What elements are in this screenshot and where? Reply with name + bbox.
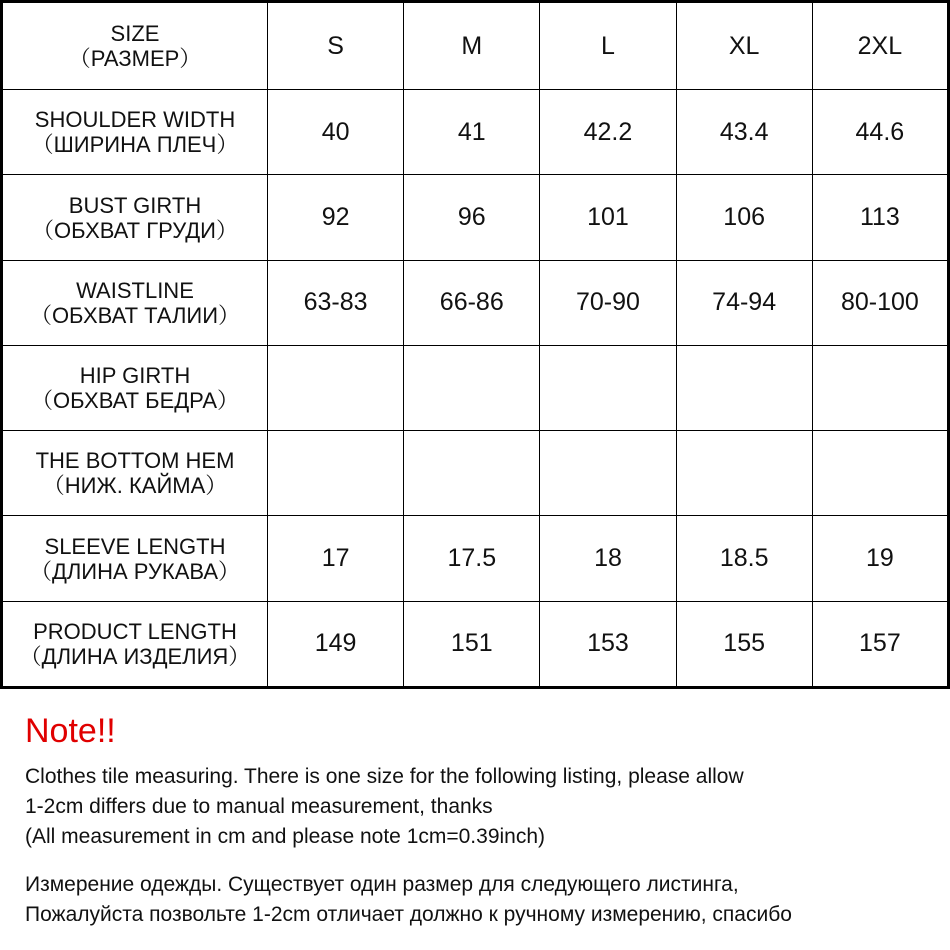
row-label-en: BUST GIRTH: [68, 192, 202, 218]
table-cell: 17: [268, 516, 404, 601]
row-label-en: SLEEVE LENGTH: [44, 533, 226, 559]
table-cell: [676, 345, 812, 430]
row-label-ru: （ШИРИНА ПЛЕЧ）: [31, 132, 239, 158]
table-cell: [404, 431, 540, 516]
row-label-ru: （ОБХВАТ ГРУДИ）: [32, 217, 238, 243]
size-header-l: L: [540, 2, 676, 90]
note-line: Clothes tile measuring. There is one size for the following listing, please allow: [25, 765, 744, 788]
table-header-row: [2, 2, 949, 90]
table-cell: 106: [676, 175, 812, 260]
size-header-s: S: [268, 2, 404, 90]
table-cell: 153: [540, 601, 676, 687]
note-text-ru: [25, 870, 935, 930]
table-cell: [540, 431, 676, 516]
header-label-cell: [2, 2, 268, 90]
note-line: (All measurement in cm and please note 1cm=0.39inch): [25, 825, 546, 848]
header-label-en: SIZE: [110, 21, 160, 47]
row-label-cell: [2, 260, 268, 345]
table-cell: 63-83: [268, 260, 404, 345]
row-label-en: HIP GIRTH: [79, 363, 191, 389]
size-header-xl: XL: [676, 2, 812, 90]
row-label-cell: [2, 601, 268, 687]
table-row-hip-girth: [2, 345, 949, 430]
table-cell: 43.4: [676, 90, 812, 175]
table-cell: [268, 431, 404, 516]
note-text-en: [25, 762, 935, 852]
note-line: 1-2cm differs due to manual measurement, thanks: [25, 795, 493, 818]
table-cell: 17.5: [404, 516, 540, 601]
table-cell: [404, 345, 540, 430]
row-label-ru: （ОБХВАТ БЕДРА）: [30, 388, 240, 414]
row-label-ru: （ДЛИНА ИЗДЕЛИЯ）: [19, 643, 251, 669]
size-header-m: M: [404, 2, 540, 90]
table-cell: 70-90: [540, 260, 676, 345]
table-cell: 19: [812, 516, 948, 601]
table-cell: [812, 431, 948, 516]
note-line: Измерение одежды. Существует один размер для следующего листинга,: [25, 873, 739, 896]
row-label-cell: [2, 345, 268, 430]
row-label-cell: [2, 175, 268, 260]
row-label-cell: [2, 90, 268, 175]
row-label-en: PRODUCT LENGTH: [33, 618, 237, 644]
table-cell: 151: [404, 601, 540, 687]
row-label-en: THE BOTTOM HEM: [35, 448, 235, 474]
note-line: Пожалуйста позвольте 1-2cm отличает должно к ручному измерению, спасибо: [25, 903, 792, 926]
table-cell: [676, 431, 812, 516]
table-cell: 149: [268, 601, 404, 687]
table-row-product-length: [2, 601, 949, 687]
row-label-ru: （ДЛИНА РУКАВА）: [29, 558, 241, 584]
row-label-ru: （НИЖ. КАЙМА）: [42, 473, 228, 499]
table-cell: 18.5: [676, 516, 812, 601]
row-label-cell: [2, 431, 268, 516]
table-cell: 80-100: [812, 260, 948, 345]
table-cell: [268, 345, 404, 430]
table-cell: [812, 345, 948, 430]
table-cell: 92: [268, 175, 404, 260]
table-row-waistline: [2, 260, 949, 345]
row-label-en: WAISTLINE: [76, 277, 194, 303]
table-cell: 44.6: [812, 90, 948, 175]
note-title: Note!!: [25, 712, 116, 750]
table-row-shoulder-width: [2, 90, 949, 175]
table-row-bust-girth: [2, 175, 949, 260]
table-row-bottom-hem: [2, 431, 949, 516]
table-cell: 155: [676, 601, 812, 687]
table-cell: 101: [540, 175, 676, 260]
row-label-ru: （ОБХВАТ ТАЛИИ）: [29, 302, 241, 328]
table-cell: 42.2: [540, 90, 676, 175]
table-row-sleeve-length: [2, 516, 949, 601]
row-label-cell: [2, 516, 268, 601]
size-header-2xl: 2XL: [812, 2, 948, 90]
table-cell: 113: [812, 175, 948, 260]
table-cell: 74-94: [676, 260, 812, 345]
table-cell: 41: [404, 90, 540, 175]
table-cell: 157: [812, 601, 948, 687]
table-cell: 66-86: [404, 260, 540, 345]
table-cell: 40: [268, 90, 404, 175]
header-label-ru: （РАЗМЕР）: [68, 46, 202, 72]
table-cell: [540, 345, 676, 430]
table-cell: 18: [540, 516, 676, 601]
row-label-en: SHOULDER WIDTH: [34, 107, 236, 133]
table-cell: 96: [404, 175, 540, 260]
